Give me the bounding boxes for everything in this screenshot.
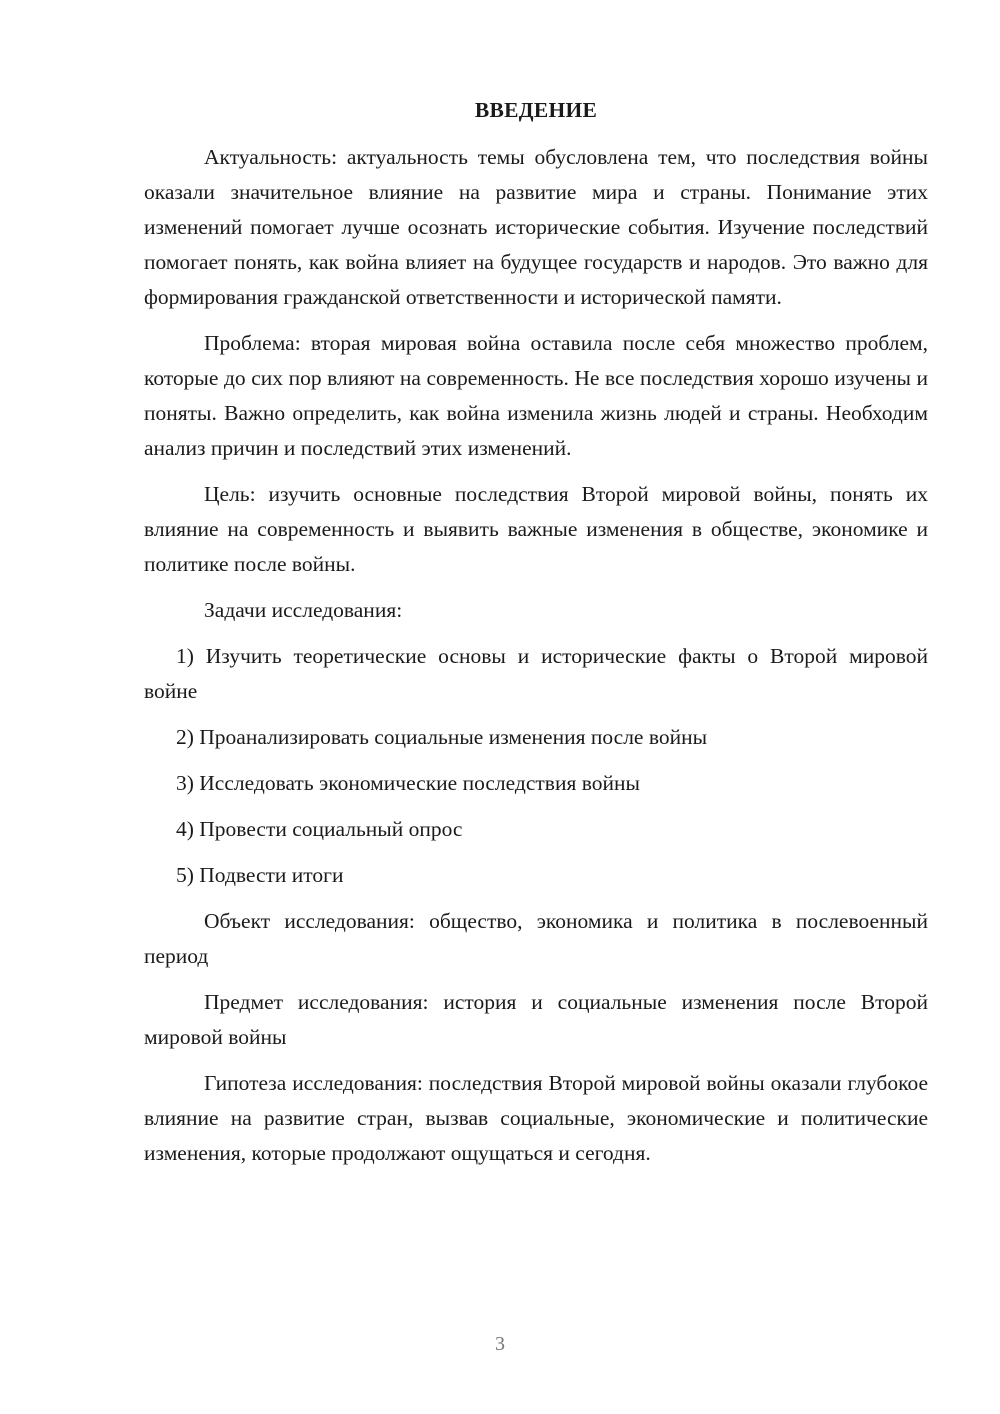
relevance-paragraph: Актуальность: актуальность темы обусловлена тем, что последствия войны оказали значительное влияние на развитие мира и страны. Понимание этих изменений помогает лучше осознать исторические события. Изучение последствий помогает понять, как война влияет на будущее государств и народов. Это важно для формирования гражданской ответственности и исторической памяти. (144, 145, 928, 309)
tasks-section (144, 593, 928, 893)
goal-paragraph: Цель: изучить основные последствия Второй мировой войны, понять их влияние на современность и выявить важные изменения в обществе, экономике и политике после войны. (144, 482, 928, 576)
page-number: 3 (495, 1333, 505, 1355)
task-item-5: 5) Подвести итоги (176, 863, 344, 887)
hypothesis-paragraph: Гипотеза исследования: последствия Второй мировой войны оказали глубокое влияние на развитие стран, вызвав социальные, экономические и политические изменения, которые продолжают ощущаться и сегодня. (144, 1071, 928, 1165)
object-paragraph: Объект исследования: общество, экономика и политика в послевоенный период (144, 909, 928, 968)
tasks-heading: Задачи исследования: (204, 598, 403, 622)
subject-paragraph: Предмет исследования: история и социальные изменения после Второй мировой войны (144, 990, 928, 1049)
document-page (144, 95, 928, 1182)
task-item-3: 3) Исследовать экономические последствия войны (176, 771, 640, 795)
task-item-4: 4) Провести социальный опрос (176, 817, 463, 841)
problem-paragraph: Проблема: вторая мировая война оставила после себя множество проблем, которые до сих пор влияют на современность. Не все последствия хорошо изучены и поняты. Важно определить, как война изменила жизнь людей и страны. Необходим анализ причин и последствий этих изменений. (144, 331, 928, 460)
task-item-1: 1) Изучить теоретические основы и исторические факты о Второй мировой войне (144, 644, 928, 703)
task-item-2: 2) Проанализировать социальные изменения после войны (176, 725, 708, 749)
page-title: ВВЕДЕНИЕ (474, 98, 598, 122)
